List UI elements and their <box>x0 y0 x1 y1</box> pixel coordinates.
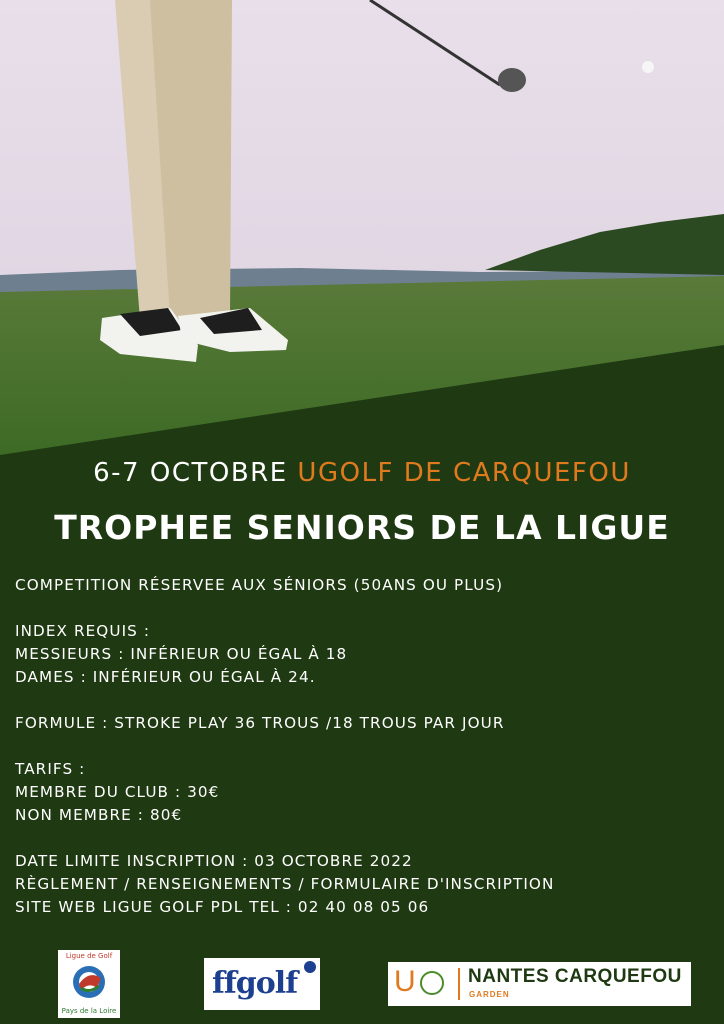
spacer <box>15 597 715 620</box>
ugolf-u-icon: U <box>394 965 416 998</box>
fee-nonmember: NON MEMBRE : 80€ <box>15 806 183 824</box>
fees-heading: TARIFS : <box>15 760 86 778</box>
event-date-venue <box>0 458 724 488</box>
fee-member: MEMBRE DU CLUB : 30€ <box>15 783 220 801</box>
event-date: 6-7 OCTOBRE <box>93 458 288 488</box>
golfer-photo <box>0 0 724 460</box>
index-heading: INDEX REQUIS : <box>15 622 151 640</box>
ligue-emblem-icon <box>71 964 107 1000</box>
documents-text: RÈGLEMENT / RENSEIGNEMENTS / FORMULAIRE D'INSCRIPTION <box>15 875 555 893</box>
ugolf-logo-name: NANTES CARQUEFOU <box>468 966 682 987</box>
ffgolf-logo <box>204 958 320 1010</box>
ugolf-logo <box>388 962 691 1006</box>
index-women: DAMES : INFÉRIEUR OU ÉGAL À 24. <box>15 668 316 686</box>
spacer <box>15 735 715 758</box>
ligue-logo <box>58 950 120 1018</box>
ligue-logo-top: Ligue de Golf <box>65 952 113 960</box>
ugolf-golfer-icon <box>420 971 444 995</box>
eligibility-text: COMPETITION RÉSERVEE AUX SÉNIORS (50ANS OU PLUS) <box>15 576 504 594</box>
spacer <box>15 827 715 850</box>
ffgolf-mark-icon <box>304 961 316 973</box>
deadline-text: DATE LIMITE INSCRIPTION : 03 OCTOBRE 2022 <box>15 852 413 870</box>
ugolf-separator <box>458 968 460 1000</box>
ligue-logo-bottom: Pays de la Loire <box>61 1007 117 1015</box>
event-venue: UGOLF DE CARQUEFOU <box>297 458 631 488</box>
ffgolf-logo-text: ffgolf <box>212 966 298 1001</box>
event-details <box>15 574 715 919</box>
format-text: FORMULE : STROKE PLAY 36 TROUS /18 TROUS PAR JOUR <box>15 714 505 732</box>
contact-text: SITE WEB LIGUE GOLF PDL TEL : 02 40 08 05 06 <box>15 898 430 916</box>
index-men: MESSIEURS : INFÉRIEUR OU ÉGAL À 18 <box>15 645 348 663</box>
spacer <box>15 689 715 712</box>
ugolf-logo-sub: GARDEN <box>469 990 510 999</box>
event-title: TROPHEE SENIORS DE LA LIGUE <box>54 508 670 547</box>
